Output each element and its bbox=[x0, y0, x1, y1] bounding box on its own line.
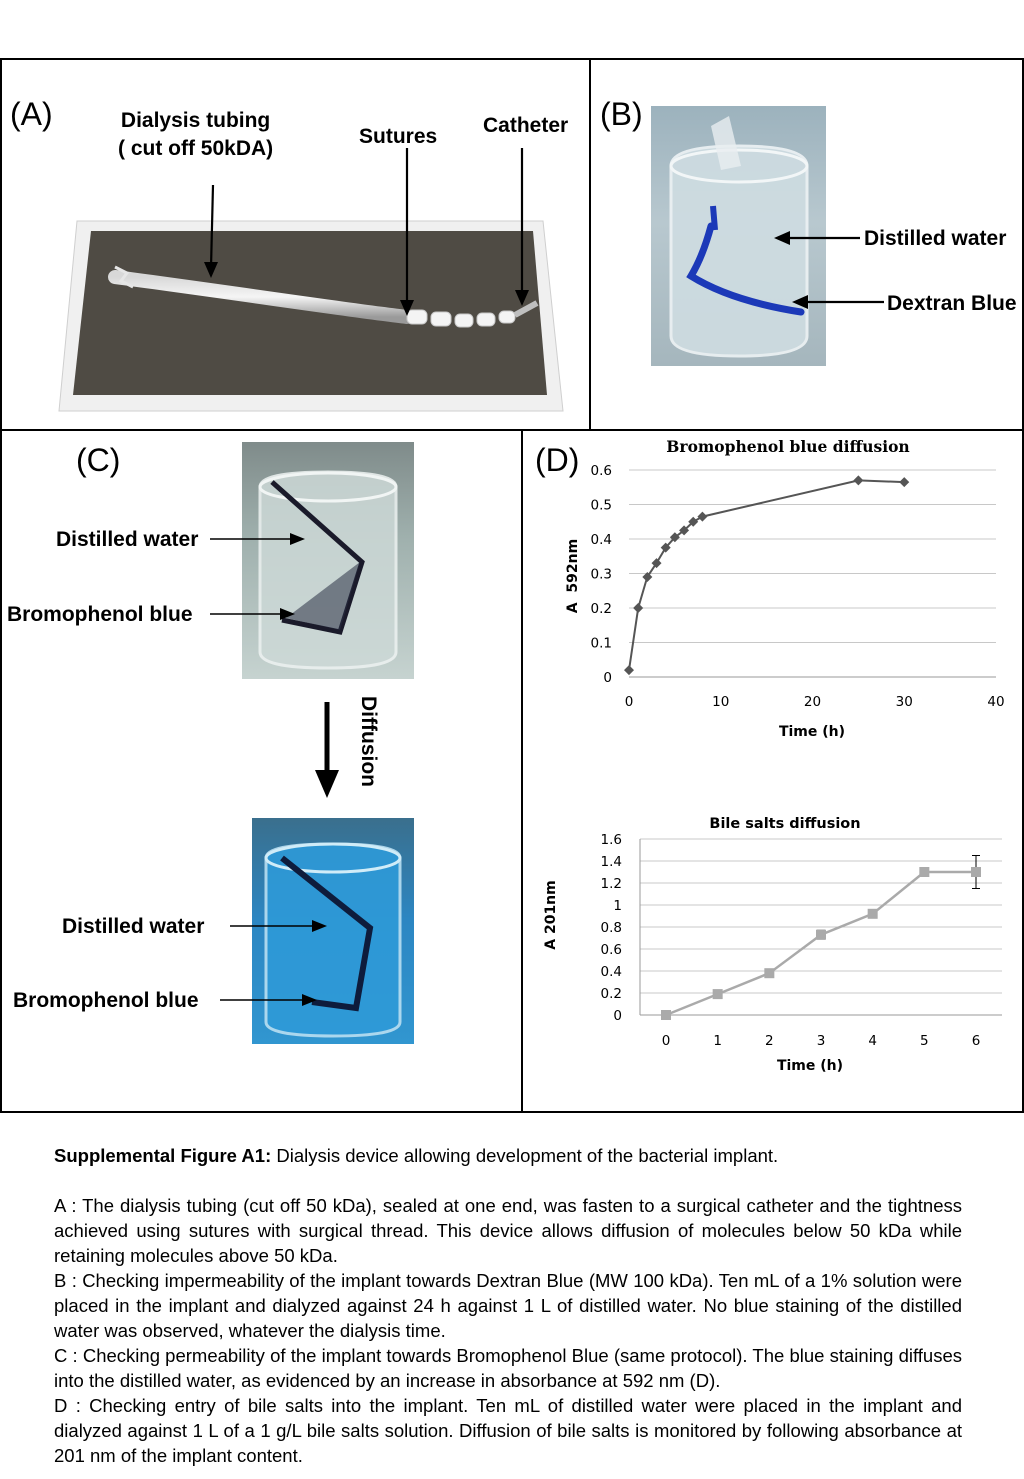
chart2-x-tick-label: 5 bbox=[920, 1033, 929, 1049]
chart1-x-tick-label: 0 bbox=[624, 694, 634, 710]
chart1-data-point bbox=[633, 603, 643, 613]
caption-title-rest: Dialysis device allowing development of the bacterial implant. bbox=[271, 1145, 779, 1166]
chart2-y-tick-label: 0.8 bbox=[600, 920, 622, 936]
chart1-x-tick-label: 10 bbox=[712, 694, 730, 710]
panel-c-bottom-bromophenol-blue-label: Bromophenol blue bbox=[13, 989, 199, 1012]
chart2-y-tick-label: 1.4 bbox=[600, 854, 622, 870]
chart2-data-point bbox=[868, 909, 878, 919]
chart2-data-point bbox=[816, 930, 826, 940]
sutures-label: Sutures bbox=[359, 125, 438, 148]
chart2-x-tick-label: 4 bbox=[868, 1033, 877, 1049]
chart2-data-point bbox=[661, 1010, 671, 1020]
chart1-y-tick-label: 0.6 bbox=[590, 463, 612, 479]
chart1-title: Bromophenol blue diffusion bbox=[666, 437, 910, 456]
diffusion-label: Diffusion bbox=[357, 696, 380, 787]
chart1-y-tick-label: 0.5 bbox=[590, 497, 612, 514]
caption-paragraph-a: A : The dialysis tubing (cut off 50 kDa), sealed at one end, was fasten to a surgical catheter and the tightness achieved using sutures with surgical thread. This device allows diffusion of molecules below 50 kDa while retaining molecules above 50 kDa. bbox=[54, 1195, 962, 1266]
bile-salts-diffusion-chart bbox=[530, 805, 1020, 1095]
chart1-y-tick-label: 0.4 bbox=[590, 532, 612, 548]
chart2-y-tick-label: 0.6 bbox=[600, 942, 622, 958]
chart2-title: Bile salts diffusion bbox=[709, 816, 861, 832]
chart2-data-point bbox=[919, 867, 929, 877]
panel-c-arrows bbox=[0, 0, 520, 1110]
chart1-y-tick-label: 0.1 bbox=[590, 635, 612, 652]
panel-b-arrows bbox=[760, 220, 900, 320]
chart2-x-axis-label: Time (h) bbox=[776, 1058, 844, 1074]
chart1-data-point bbox=[899, 477, 909, 487]
chart1-series-line bbox=[629, 480, 904, 670]
chart2-y-axis-label: A 201nm bbox=[543, 880, 559, 950]
chart1-data-point bbox=[853, 475, 863, 485]
panel-b-distilled-water-label: Distilled water bbox=[864, 227, 1007, 250]
chart2-y-tick-label: 1.2 bbox=[600, 876, 622, 892]
chart1-data-point bbox=[697, 512, 707, 522]
chart2-x-tick-label: 1 bbox=[713, 1033, 722, 1049]
panel-d-label: (D) bbox=[535, 442, 580, 478]
panel-b-label: (B) bbox=[600, 96, 643, 132]
chart2-y-tick-label: 0 bbox=[613, 1008, 622, 1024]
dialysis-tubing-label-line2: ( cut off 50kDA) bbox=[118, 137, 274, 160]
diffusion-arrow bbox=[315, 702, 339, 798]
chart1-data-point bbox=[624, 665, 634, 675]
chart2-data-point bbox=[971, 867, 981, 877]
chart2-y-tick-label: 0.2 bbox=[600, 986, 622, 1002]
chart1-x-tick-label: 20 bbox=[803, 694, 822, 710]
chart2-y-tick-label: 1 bbox=[613, 898, 622, 914]
panel-c-top-bromophenol-blue-label: Bromophenol blue bbox=[7, 603, 193, 626]
chart1-x-tick-label: 30 bbox=[895, 694, 913, 710]
caption-paragraph-c: C : Checking permeability of the implant towards Bromophenol Blue (same protocol). The blue staining diffuses into the distilled water, as evidenced by an increase in absorbance at 592 nm (D). bbox=[54, 1345, 962, 1391]
panel-b-dextran-blue-label: Dextran Blue bbox=[887, 292, 1017, 315]
chart2-x-tick-label: 6 bbox=[971, 1033, 981, 1049]
figure-caption-title bbox=[54, 1143, 962, 1168]
chart1-y-tick-label: 0.2 bbox=[590, 601, 612, 617]
chart2-series-line bbox=[666, 872, 976, 1015]
dialysis-tubing-label-line1: Dialysis tubing bbox=[120, 109, 271, 132]
chart2-x-tick-label: 2 bbox=[765, 1033, 774, 1049]
chart2-y-tick-label: 0.4 bbox=[600, 964, 622, 980]
chart1-y-tick-label: 0.3 bbox=[590, 566, 612, 583]
bromophenol-diffusion-chart bbox=[530, 432, 1020, 772]
caption-title-bold: Supplemental Figure A1: bbox=[54, 1145, 272, 1166]
chart1-x-axis-label: Time (h) bbox=[778, 724, 846, 740]
catheter-label: Catheter bbox=[483, 114, 569, 137]
chart2-data-point bbox=[764, 968, 774, 978]
panel-a-label: (A) bbox=[10, 96, 53, 132]
chart2-x-tick-label: 3 bbox=[816, 1033, 826, 1049]
chart2-data-point bbox=[713, 989, 723, 999]
caption-paragraph-d: D : Checking entry of bile salts into the implant. Ten mL of distilled water were placed in the implant and dialyzed against 1 L of a 1 g/L bile salts solution. Diffusion of bile salts is monitored by following absorbance at 201 nm of the implant content. bbox=[54, 1395, 962, 1466]
panel-c-top-distilled-water-label: Distilled water bbox=[56, 528, 199, 551]
panel-c-label: (C) bbox=[76, 442, 121, 478]
chart1-x-tick-label: 40 bbox=[987, 694, 1005, 710]
chart2-y-tick-label: 1.6 bbox=[600, 832, 622, 848]
chart2-x-tick-label: 0 bbox=[661, 1033, 671, 1049]
chart1-y-tick-label: 0 bbox=[603, 670, 612, 686]
panel-c-bottom-distilled-water-label: Distilled water bbox=[62, 915, 205, 938]
chart1-y-axis-label: A 592nm bbox=[565, 538, 581, 614]
caption-paragraph-b: B : Checking impermeability of the implant towards Dextran Blue (MW 100 kDa). Ten mL of a 1% solution were placed in the implant and dialyzed against 24 h against 1 L of distilled water. No blue staining of the distilled water was observed, whatever the dialysis time. bbox=[54, 1270, 962, 1341]
